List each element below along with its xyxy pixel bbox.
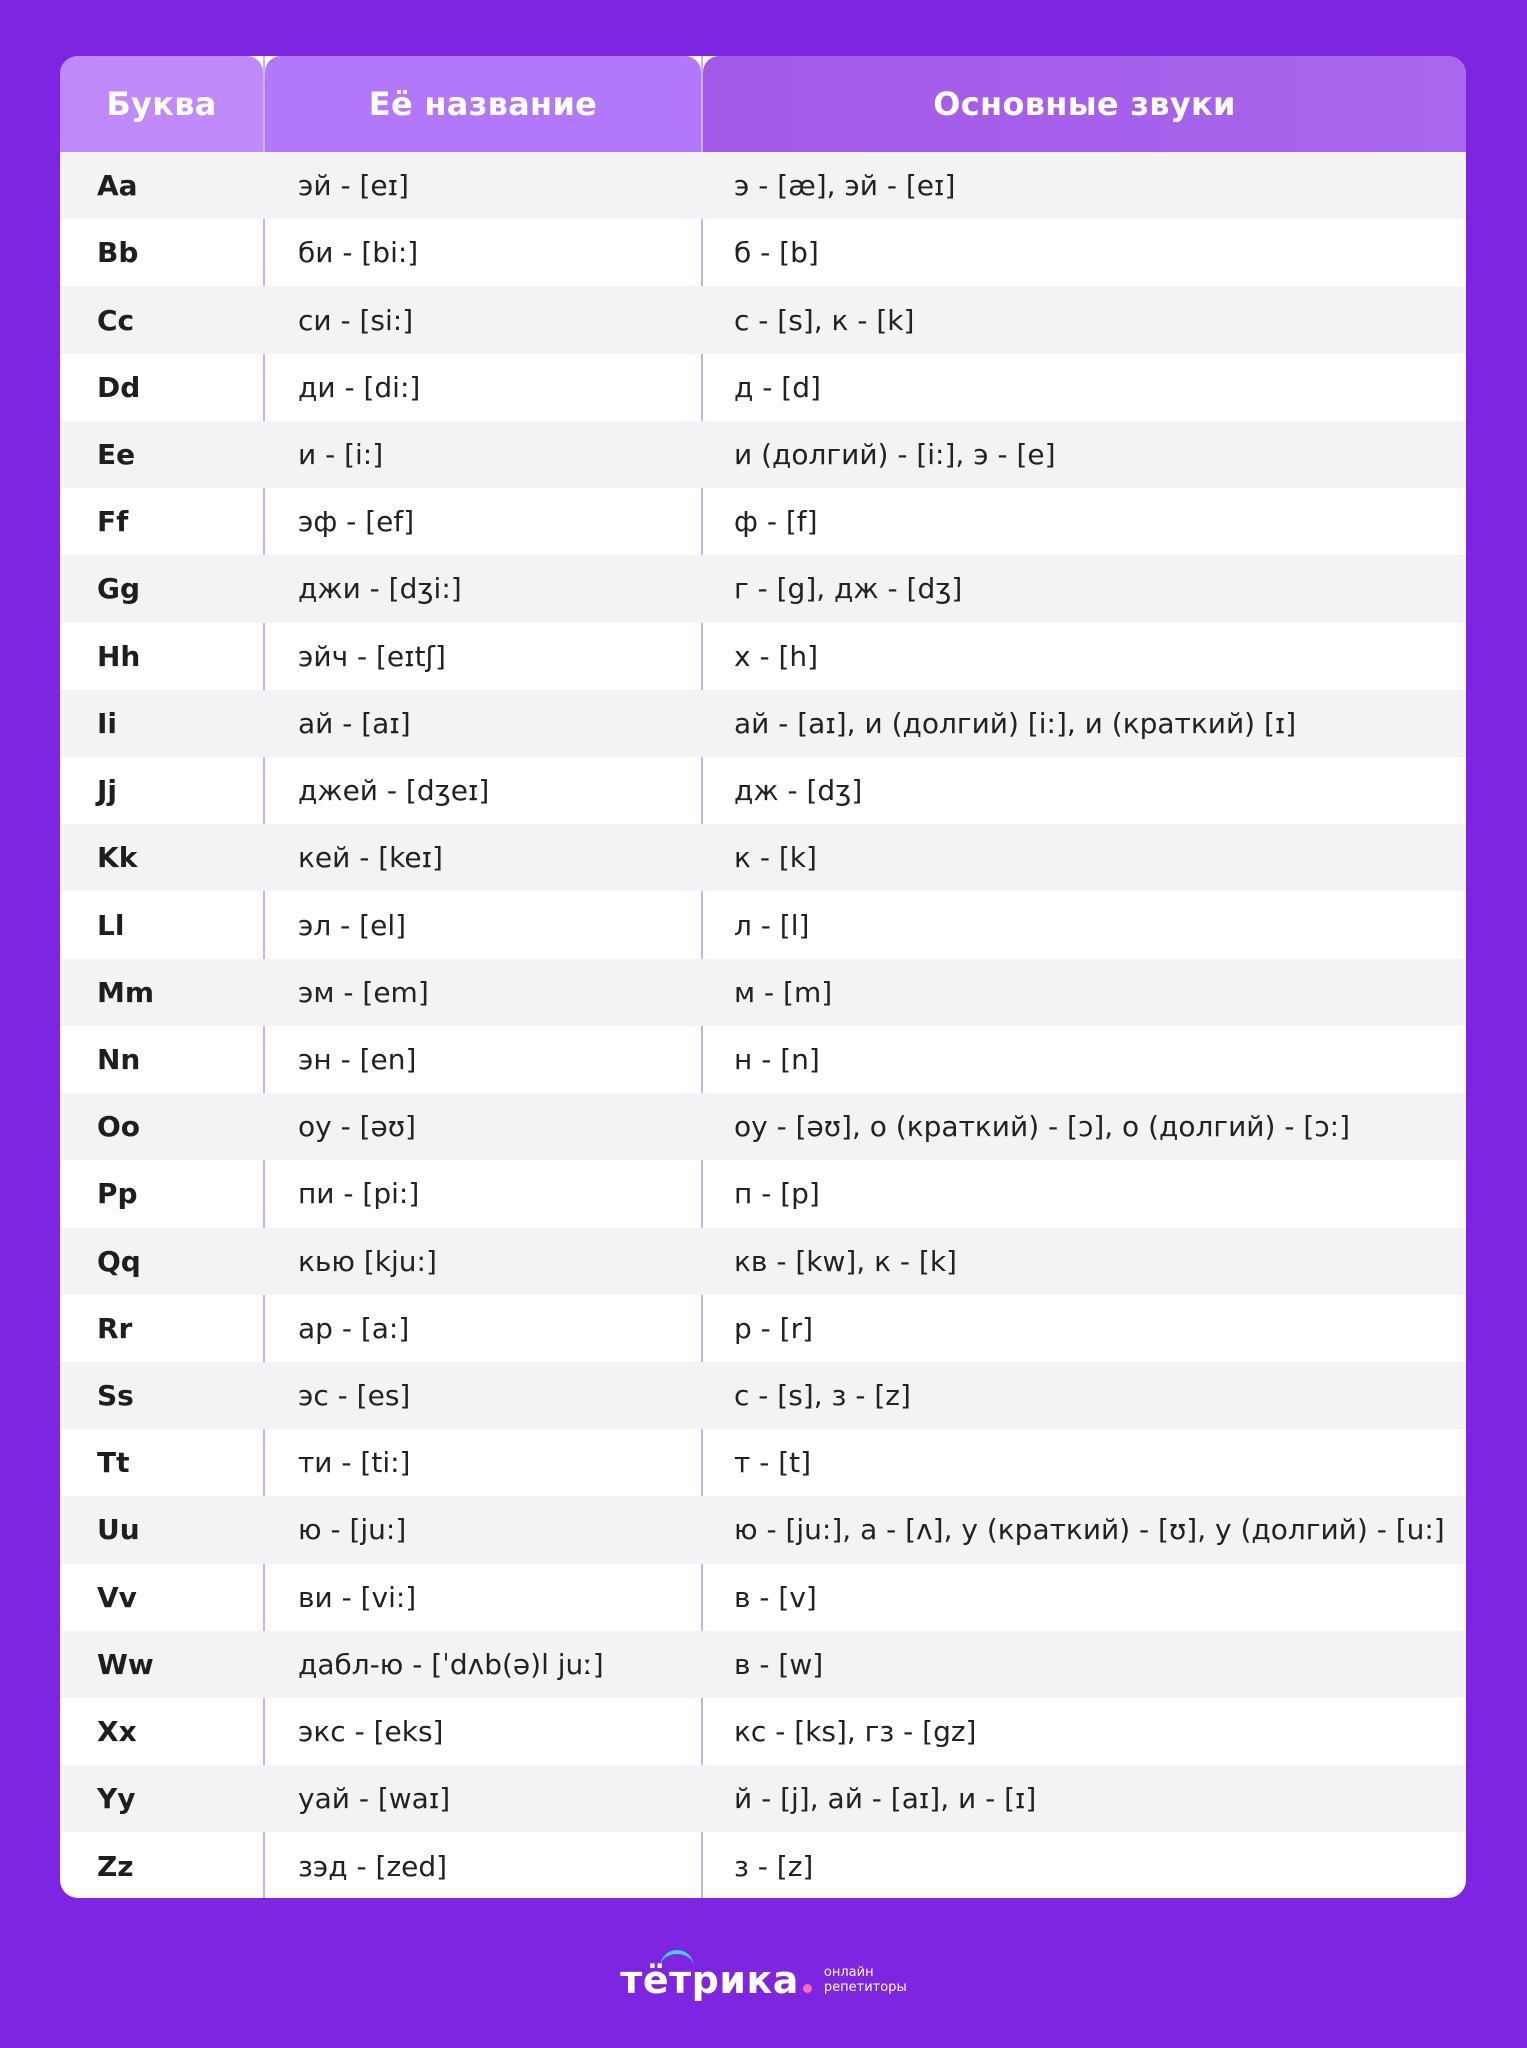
table-row: [60, 623, 1466, 690]
letter-sounds-cell: г - [g], дж - [dʒ]: [734, 572, 963, 606]
table-row: [60, 690, 1466, 757]
letter-cell: Rr: [97, 1311, 133, 1345]
letter-cell: Bb: [97, 236, 139, 270]
table-row: [60, 555, 1466, 622]
letter-cell: Yy: [97, 1782, 136, 1816]
letter-name-cell: ар - [a:]: [298, 1311, 410, 1345]
letter-cell: Aa: [97, 169, 138, 203]
letter-name-cell: эн - [en]: [298, 1042, 417, 1076]
letter-cell: Gg: [97, 572, 141, 606]
letter-cell: Oo: [97, 1110, 141, 1144]
logo-dot-icon: [803, 1984, 812, 1993]
header-sounds: Основные звуки: [703, 56, 1466, 152]
letter-name-cell: и - [i:]: [298, 437, 384, 471]
letter-name-cell: эм - [em]: [298, 975, 429, 1009]
letter-sounds-cell: э - [æ], эй - [eɪ]: [734, 169, 956, 203]
table-row: [60, 354, 1466, 421]
table-row: [60, 1429, 1466, 1496]
table-row: [60, 1160, 1466, 1227]
letter-cell: Xx: [97, 1715, 137, 1749]
letter-sounds-cell: п - [p]: [734, 1177, 820, 1211]
table-row: [60, 488, 1466, 555]
letter-name-cell: би - [bi:]: [298, 236, 419, 270]
letter-name-cell: кью [kju:]: [298, 1244, 437, 1278]
letter-name-cell: эл - [el]: [298, 908, 407, 942]
letter-name-cell: си - [si:]: [298, 303, 414, 337]
letter-cell: Cc: [97, 303, 135, 337]
letter-cell: Nn: [97, 1042, 141, 1076]
letter-name-cell: эс - [es]: [298, 1379, 411, 1413]
letter-sounds-cell: кв - [kw], к - [k]: [734, 1244, 957, 1278]
letter-cell: Ww: [97, 1647, 154, 1681]
letter-name-cell: уай - [waɪ]: [298, 1782, 451, 1816]
letter-name-cell: пи - [pi:]: [298, 1177, 420, 1211]
letter-sounds-cell: м - [m]: [734, 975, 833, 1009]
letter-cell: Kk: [97, 841, 138, 875]
table-row: [60, 1564, 1466, 1631]
letter-cell: Ff: [97, 505, 129, 539]
letter-cell: Uu: [97, 1513, 140, 1547]
table-row: [60, 421, 1466, 488]
letter-name-cell: джи - [dʒi:]: [298, 572, 462, 606]
table-row: [60, 1496, 1466, 1563]
alphabet-table-card: [60, 56, 1466, 1898]
letter-cell: Vv: [97, 1580, 137, 1614]
table-row: [60, 286, 1466, 353]
letter-sounds-cell: в - [w]: [734, 1647, 824, 1681]
letter-sounds-cell: и (долгий) - [i:], э - [e]: [734, 437, 1056, 471]
letter-name-cell: кей - [keɪ]: [298, 841, 443, 875]
letter-name-cell: ви - [vi:]: [298, 1580, 417, 1614]
table-row: [60, 959, 1466, 1026]
header-name: Её название: [265, 56, 701, 152]
letter-name-cell: ти - [ti:]: [298, 1446, 411, 1480]
letter-name-cell: ю - [ju:]: [298, 1513, 407, 1547]
letter-sounds-cell: х - [h]: [734, 639, 819, 673]
letter-cell: Ii: [97, 706, 118, 740]
footer: [0, 1950, 1527, 2010]
letter-sounds-cell: ю - [ju:], а - [ʌ], у (краткий) - [ʊ], у (долгий) - [u:]: [734, 1513, 1445, 1547]
table-row: [60, 1698, 1466, 1765]
table-row: [60, 1295, 1466, 1362]
letter-cell: Zz: [97, 1849, 134, 1883]
letter-cell: Ll: [97, 908, 125, 942]
table-row: [60, 824, 1466, 891]
letter-name-cell: оу - [əʊ]: [298, 1110, 416, 1144]
letter-cell: Qq: [97, 1244, 141, 1278]
letter-sounds-cell: дж - [dʒ]: [734, 774, 863, 808]
tagline-line-2: репетиторы: [823, 1980, 907, 1995]
table-row: [60, 152, 1466, 219]
letter-sounds-cell: р - [r]: [734, 1311, 814, 1345]
letter-sounds-cell: к - [k]: [734, 841, 817, 875]
letter-sounds-cell: д - [d]: [734, 370, 821, 404]
table-row: [60, 1631, 1466, 1698]
letter-sounds-cell: з - [z]: [734, 1849, 814, 1883]
table-row: [60, 757, 1466, 824]
letter-name-cell: джей - [dʒeɪ]: [298, 774, 490, 808]
letter-cell: Ee: [97, 437, 136, 471]
table-row: [60, 1228, 1466, 1295]
letter-cell: Pp: [97, 1177, 138, 1211]
letter-sounds-cell: ай - [aɪ], и (долгий) [i:], и (краткий) [ɪ]: [734, 706, 1297, 740]
letter-sounds-cell: ф - [f]: [734, 505, 818, 539]
letter-cell: Hh: [97, 639, 141, 673]
letter-sounds-cell: б - [b]: [734, 236, 819, 270]
letter-sounds-cell: кс - [ks], гз - [gz]: [734, 1715, 977, 1749]
tetrika-logo: [620, 1958, 812, 2002]
logo-tagline: [824, 1965, 907, 1995]
table-row: [60, 1093, 1466, 1160]
letter-sounds-cell: т - [t]: [734, 1446, 812, 1480]
table-row: [60, 1765, 1466, 1832]
logo-arc-icon: [660, 1950, 694, 1968]
table-body: [60, 152, 1466, 1898]
letter-sounds-cell: н - [n]: [734, 1042, 820, 1076]
letter-sounds-cell: с - [s], з - [z]: [734, 1379, 911, 1413]
tagline-line-1: онлайн: [823, 1965, 874, 1980]
letter-sounds-cell: й - [j], ай - [aɪ], и - [ɪ]: [734, 1782, 1037, 1816]
letter-sounds-cell: в - [v]: [734, 1580, 817, 1614]
table-row: [60, 1362, 1466, 1429]
letter-sounds-cell: л - [l]: [734, 908, 810, 942]
letter-name-cell: зэд - [zed]: [298, 1849, 448, 1883]
letter-sounds-cell: оу - [əʊ], о (краткий) - [ɔ], о (долгий) - [ɔ:]: [734, 1110, 1350, 1144]
logo-text: тётрика: [620, 1958, 799, 2002]
table-row: [60, 1832, 1466, 1898]
table-header: [60, 56, 1466, 152]
letter-cell: Dd: [97, 370, 141, 404]
letter-name-cell: ай - [aɪ]: [298, 706, 411, 740]
table-row: [60, 219, 1466, 286]
table-row: [60, 1026, 1466, 1093]
letter-cell: Mm: [97, 975, 155, 1009]
letter-name-cell: эйч - [eɪtʃ]: [298, 639, 446, 673]
letter-cell: Tt: [97, 1446, 130, 1480]
letter-name-cell: эй - [eɪ]: [298, 169, 409, 203]
letter-name-cell: ди - [di:]: [298, 370, 421, 404]
letter-cell: Ss: [97, 1379, 134, 1413]
letter-sounds-cell: с - [s], к - [k]: [734, 303, 915, 337]
letter-cell: Jj: [97, 774, 118, 808]
header-letter: Буква: [60, 56, 263, 152]
table-row: [60, 891, 1466, 958]
letter-name-cell: эф - [ef]: [298, 505, 415, 539]
letter-name-cell: экс - [eks]: [298, 1715, 444, 1749]
letter-name-cell: дабл-ю - [ˈdʌb(ə)l juː]: [298, 1647, 604, 1681]
